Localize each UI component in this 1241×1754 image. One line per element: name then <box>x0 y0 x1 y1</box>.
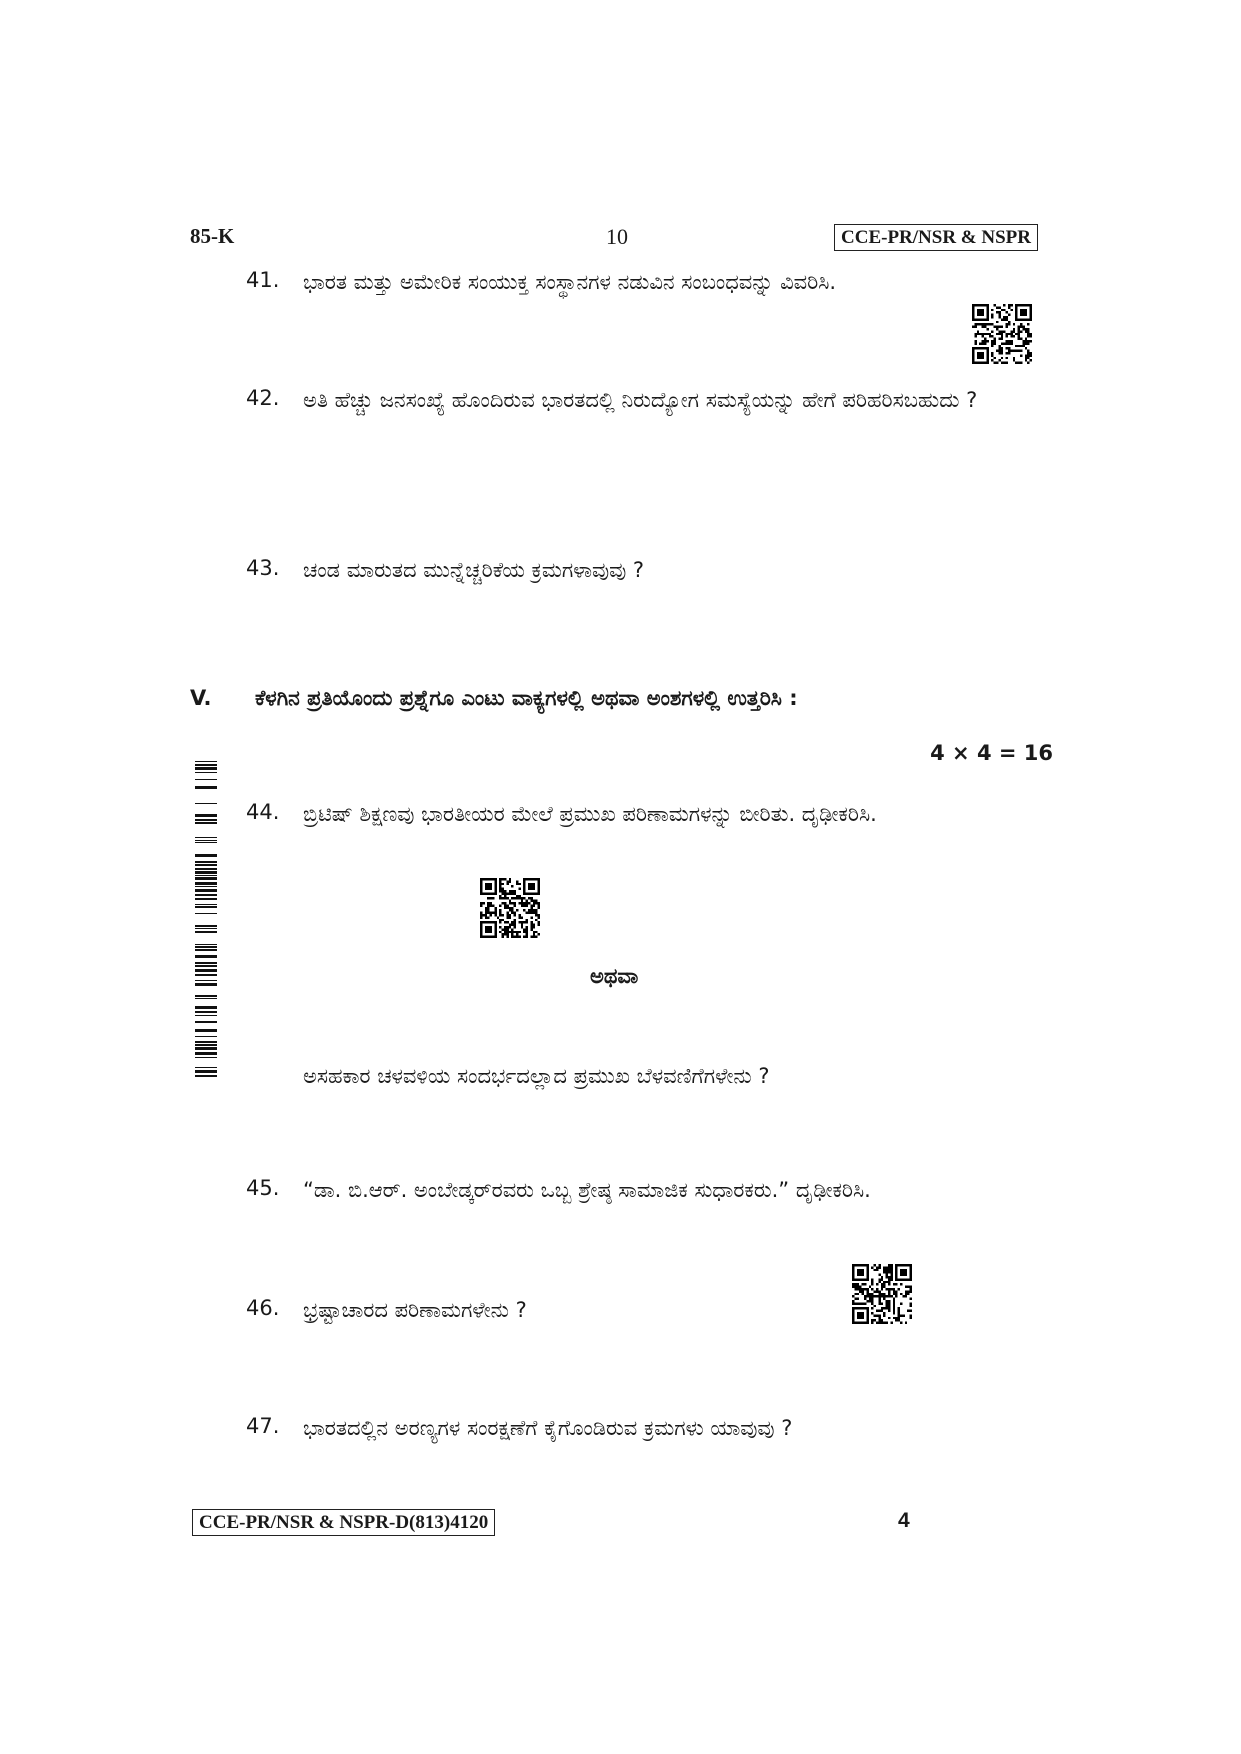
qr-code-icon <box>480 878 540 938</box>
question-45-number: 45. <box>246 1176 280 1200</box>
question-41-number: 41. <box>246 268 280 292</box>
question-44-alternative: ಅಸಹಕಾರ ಚಳವಳಿಯ ಸಂದರ್ಭದಲ್ಲಾದ ಪ್ರಮುಖ ಬೆಳವಣಿಗೆಗಳೇನು ? <box>303 1064 770 1088</box>
question-43-text: ಚಂಡ ಮಾರುತದ ಮುನ್ನೆಚ್ಚರಿಕೆಯ ಕ್ರಮಗಳಾವುವು ? <box>303 558 645 582</box>
footer-code-box: CCE-PR/NSR & NSPR-D(813)4120 <box>192 1509 495 1536</box>
series-code-box: CCE-PR/NSR & NSPR <box>834 224 1038 251</box>
question-42-number: 42. <box>246 386 280 410</box>
question-42-text: ಅತಿ ಹೆಚ್ಚು ಜನಸಂಖ್ಯೆ ಹೊಂದಿರುವ ಭಾರತದಲ್ಲಿ ನಿರುದ್ಯೋಗ ಸಮಸ್ಯೆಯನ್ನು ಹೇಗೆ ಪರಿಹರಿಸಬಹುದು ? <box>303 388 978 412</box>
question-46-text: ಭ್ರಷ್ಟಾಚಾರದ ಪರಿಣಾಮಗಳೇನು ? <box>303 1298 527 1322</box>
question-43-number: 43. <box>246 556 280 580</box>
question-44-number: 44. <box>246 800 280 824</box>
question-46-number: 46. <box>246 1296 280 1320</box>
qr-code-icon <box>852 1264 912 1324</box>
question-41-text: ಭಾರತ ಮತ್ತು ಅಮೇರಿಕ ಸಂಯುಕ್ತ ಸಂಸ್ಥಾನಗಳ ನಡುವಿನ ಸಂಬಂಧವನ್ನು ವಿವರಿಸಿ. <box>303 270 837 294</box>
barcode-icon <box>195 758 217 1078</box>
qr-code-icon <box>972 304 1032 364</box>
or-label: ಅಥವಾ <box>590 964 639 988</box>
section-numeral: V. <box>190 686 212 710</box>
paper-code: 85-K <box>190 224 235 248</box>
footer-page-number: 4 <box>898 1509 910 1532</box>
question-44-text: ಬ್ರಿಟಿಷ್ ಶಿಕ್ಷಣವು ಭಾರತೀಯರ ಮೇಲೆ ಪ್ರಮುಖ ಪರಿಣಾಮಗಳನ್ನು ಬೀರಿತು. ದೃಢೀಕರಿಸಿ. <box>303 802 877 826</box>
section-instruction: ಕೆಳಗಿನ ಪ್ರತಿಯೊಂದು ಪ್ರಶ್ನೆಗೂ ಎಂಟು ವಾಕ್ಯಗಳಲ್ಲಿ ಅಥವಾ ಅಂಶಗಳಲ್ಲಿ ಉತ್ತರಿಸಿ : <box>255 686 798 710</box>
question-47-number: 47. <box>246 1414 280 1438</box>
question-45-text: “ಡಾ. ಬಿ.ಆರ್. ಅಂಬೇಡ್ಕರ್‌ರವರು ಒಬ್ಬ ಶ್ರೇಷ್ಠ ಸಾಮಾಜಿಕ ಸುಧಾರಕರು.” ದೃಢೀಕರಿಸಿ. <box>303 1178 871 1202</box>
page-number: 10 <box>606 224 628 249</box>
question-47-text: ಭಾರತದಲ್ಲಿನ ಅರಣ್ಯಗಳ ಸಂರಕ್ಷಣೆಗೆ ಕೈಗೊಂಡಿರುವ ಕ್ರಮಗಳು ಯಾವುವು ? <box>303 1416 793 1440</box>
section-marks: 4 × 4 = 16 <box>930 741 1053 765</box>
